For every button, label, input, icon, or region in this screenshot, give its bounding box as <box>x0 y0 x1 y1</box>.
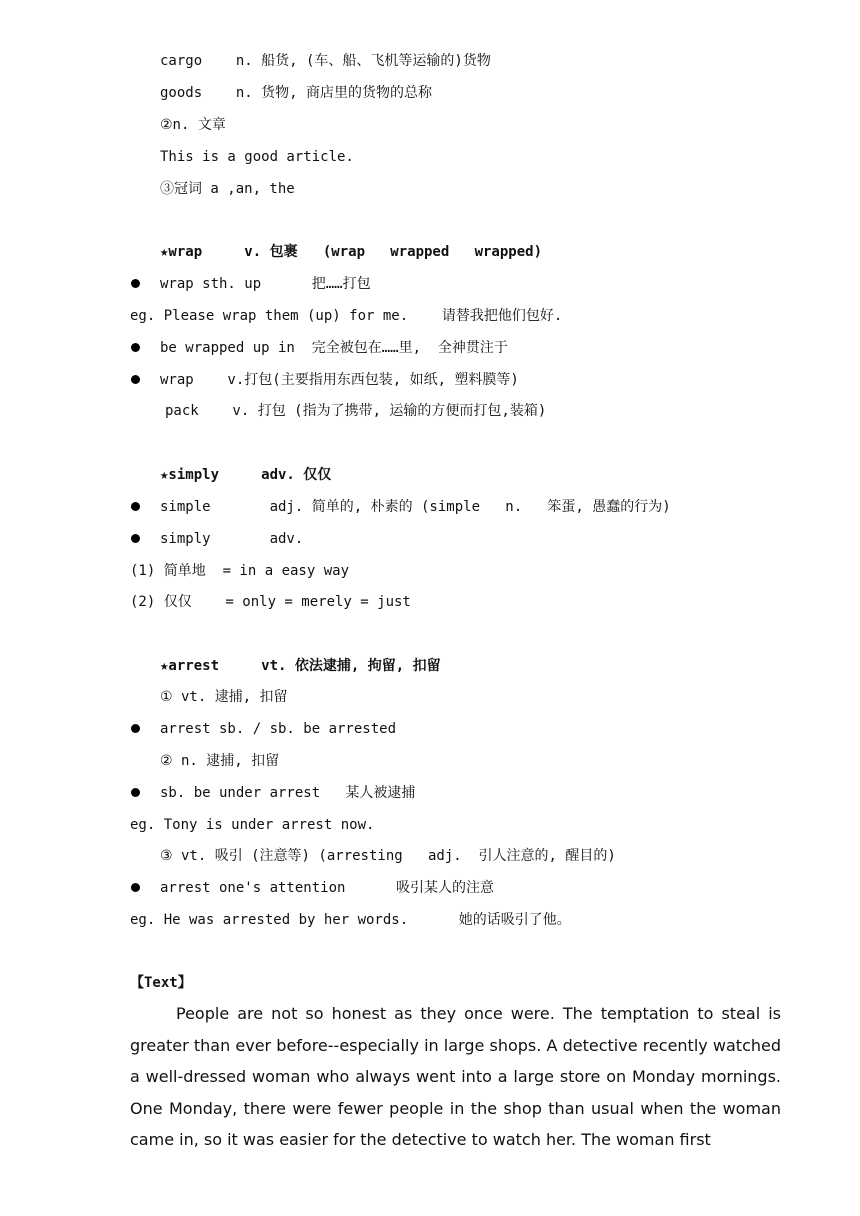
text-paragraph: People are not so honest as they once were. The temptation to steal is greater than ever before--especially in large shops. A detective recently watched a well-dressed woman who always went into a large store on Monday mornings. One Monday, there were fewer people in the shop than usual when the woman came in, so it was easier for the detective to watch her. The woman first <box>130 1004 781 1150</box>
note-line-pack-verb: pack v. 打包 (指为了携带, 运输的方便而打包,装箱) <box>165 403 547 419</box>
bullet-icon <box>131 502 140 511</box>
note-line-article-grammar: ③冠词 a ,an, the <box>160 181 295 197</box>
note-line-arrest-attention: arrest one's attention 吸引某人的注意 <box>160 880 495 896</box>
bullet-icon <box>131 883 140 892</box>
note-line-goods: goods n. 货物, 商店里的货物的总称 <box>160 85 433 101</box>
bullet-icon <box>131 279 140 288</box>
note-line-wrap-verb: wrap v.打包(主要指用东西包装, 如纸, 塑料膜等) <box>160 372 519 388</box>
section-heading-text: 【Text】 <box>130 975 192 991</box>
note-line-simply-adv: simply adv. <box>160 531 304 547</box>
word-heading-arrest: ★arrest vt. 依法逮捕, 拘留, 扣留 <box>160 658 441 674</box>
note-line-arrest-attract: ③ vt. 吸引 (注意等) (arresting adj. 引人注意的, 醒目的) <box>160 848 616 864</box>
bullet-icon <box>131 375 140 384</box>
note-line-simply-meaning-1: (1) 简单地 = in a easy way <box>130 563 350 579</box>
note-line-article-meaning: ②n. 文章 <box>160 117 226 133</box>
note-line-wrap-example: eg. Please wrap them (up) for me. 请替我把他们包好. <box>130 308 563 324</box>
note-line-under-arrest: sb. be under arrest 某人被逮捕 <box>160 785 416 801</box>
note-line-simple-adj: simple adj. 简单的, 朴素的 (simple n. 笨蛋, 愚蠢的行为) <box>160 499 671 515</box>
text-passage <box>130 998 781 1156</box>
bullet-icon <box>131 343 140 352</box>
note-line-arrest-vt: ① vt. 逮捕, 扣留 <box>160 689 288 705</box>
note-line-simply-meaning-2: (2) 仅仅 = only = merely = just <box>130 594 411 610</box>
bullet-icon <box>131 724 140 733</box>
bullet-icon <box>131 788 140 797</box>
note-line-arrest-usage: arrest sb. / sb. be arrested <box>160 721 397 737</box>
note-line-arrest-example: eg. He was arrested by her words. 她的话吸引了他。 <box>130 912 571 928</box>
note-line-arrest-noun: ② n. 逮捕, 扣留 <box>160 753 280 769</box>
note-line-wrapped-up-in: be wrapped up in 完全被包在……里, 全神贯注于 <box>160 340 508 356</box>
note-line-cargo: cargo n. 船货, (车、船、飞机等运输的)货物 <box>160 53 491 69</box>
note-line-under-arrest-example: eg. Tony is under arrest now. <box>130 817 375 833</box>
word-heading-simply: ★simply adv. 仅仅 <box>160 467 332 483</box>
note-line-article-example: This is a good article. <box>160 149 354 165</box>
bullet-icon <box>131 534 140 543</box>
note-line-wrap-up: wrap sth. up 把……打包 <box>160 276 371 292</box>
word-heading-wrap: ★wrap v. 包裹 (wrap wrapped wrapped) <box>160 244 543 260</box>
